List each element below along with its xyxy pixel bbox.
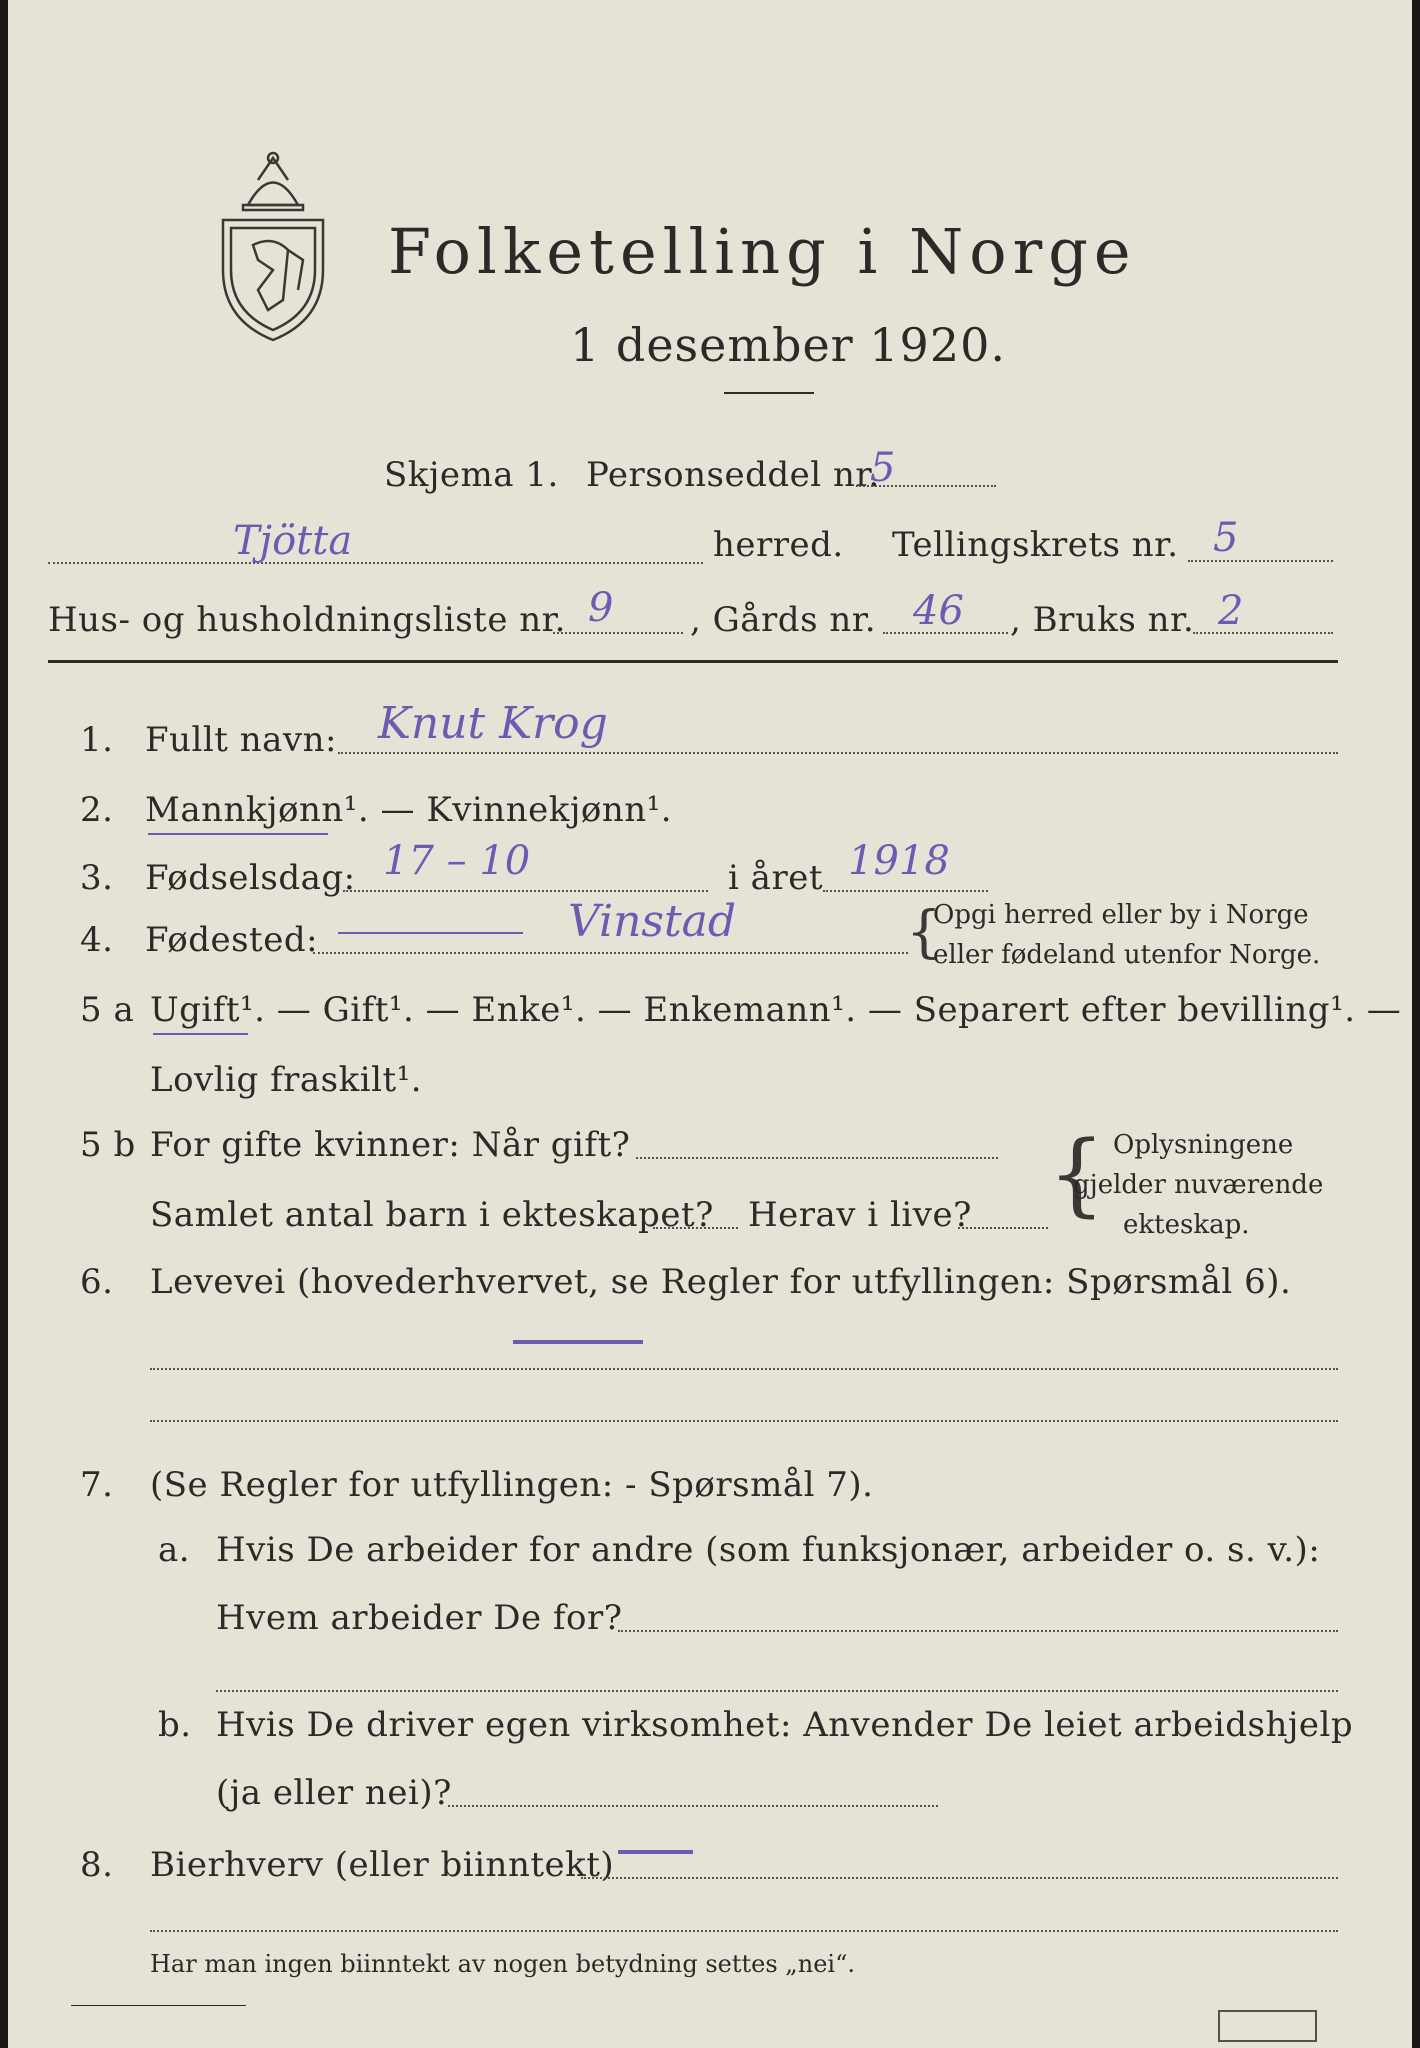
birthplace-value: Vinstad: [568, 896, 737, 947]
q5a-line1: Ugift¹. — Gift¹. — Enke¹. — Enkemann¹. — Separert efter bevilling¹. —: [150, 990, 1402, 1030]
q5b-label2: Samlet antal barn i ekteskapet?: [150, 1195, 714, 1235]
q8-dash-mark: [618, 1850, 693, 1854]
q5a-line2: Lovlig fraskilt¹.: [150, 1060, 423, 1100]
q7-label: (Se Regler for utfyllingen: - Spørsmål 7).: [150, 1465, 874, 1505]
q5b-label3: Herav i live?: [748, 1195, 972, 1235]
q4-brace: {: [906, 900, 942, 965]
q4-note-line1: Opgi herred eller by i Norge: [933, 900, 1309, 930]
q2-number: 2.: [80, 790, 114, 830]
q7a-letter: a.: [158, 1530, 191, 1570]
footnote-rule: [71, 2005, 246, 2006]
employer-field-line2[interactable]: [216, 1690, 1338, 1692]
birthyear-field[interactable]: [823, 890, 988, 892]
birthplace-field[interactable]: [313, 952, 908, 954]
q5b-note-line2: gjelder nuværende: [1073, 1170, 1324, 1200]
header-divider: [48, 660, 1338, 663]
q4-label: Fødested:: [145, 920, 319, 960]
employer-field-line1[interactable]: [618, 1630, 1338, 1632]
q4-note-line2: eller fødeland utenfor Norge.: [933, 940, 1321, 970]
printer-stamp: [1218, 2010, 1317, 2042]
bruks-label: , Bruks nr.: [1010, 600, 1195, 640]
occupation-field-line1[interactable]: [150, 1368, 1338, 1370]
q7b-label2: (ja eller nei)?: [216, 1773, 452, 1813]
q7-number: 7.: [80, 1465, 114, 1505]
side-income-field-line1[interactable]: [581, 1877, 1338, 1879]
q7a-label1: Hvis De arbeider for andre (som funksjonær, arbeider o. s. v.):: [216, 1530, 1321, 1570]
side-income-field-line2[interactable]: [150, 1930, 1338, 1932]
tellingskrets-field[interactable]: [1188, 560, 1333, 562]
q5b-note-line1: Oplysningene: [1113, 1130, 1294, 1160]
q1-label: Fullt navn:: [145, 720, 337, 760]
q5b-label1: For gifte kvinner: Når gift?: [150, 1125, 631, 1165]
q7a-label2: Hvem arbeider De for?: [216, 1598, 623, 1638]
q3-label: Fødselsdag:: [145, 858, 356, 898]
personseddel-label: Personseddel nr.: [586, 455, 880, 495]
census-form-sheet: [8, 0, 1412, 2048]
skjema-label: Skjema 1.: [384, 455, 559, 495]
q6-number: 6.: [80, 1262, 114, 1302]
tellingskrets-value: 5: [1213, 515, 1239, 561]
q2-label: Mannkjønn¹. — Kvinnekjønn¹.: [145, 790, 673, 830]
bruks-value: 2: [1218, 588, 1244, 634]
occupation-field-line2[interactable]: [150, 1420, 1338, 1422]
q5b-number: 5 b: [80, 1125, 136, 1165]
married-when-field[interactable]: [636, 1157, 998, 1159]
q2-underline-mark: [148, 833, 328, 835]
q5a-underline-mark: [153, 1033, 248, 1035]
coat-of-arms-icon: [213, 150, 333, 345]
q5a-number: 5 a: [80, 990, 135, 1030]
q8-label: Bierhverv (eller biinntekt): [150, 1845, 615, 1885]
children-count-field[interactable]: [653, 1227, 738, 1229]
q6-dash-mark: [513, 1340, 643, 1344]
birthdate-field[interactable]: [343, 890, 708, 892]
q5b-brace: {: [1048, 1122, 1106, 1227]
q7b-label1: Hvis De driver egen virksomhet: Anvender De leiet arbeidshjelp: [216, 1705, 1354, 1745]
hus-value: 9: [588, 585, 614, 631]
children-alive-field[interactable]: [958, 1227, 1048, 1229]
full-name-field[interactable]: [338, 752, 1338, 754]
herred-value: Tjötta: [233, 518, 353, 564]
birthyear-value: 1918: [848, 838, 950, 884]
q3-number: 3.: [80, 858, 114, 898]
census-date: 1 desember 1920.: [570, 318, 1006, 372]
title-divider: [724, 392, 814, 394]
herred-field[interactable]: [48, 562, 703, 564]
tellingskrets-label: Tellingskrets nr.: [892, 525, 1179, 565]
hus-label: Hus- og husholdningsliste nr.: [48, 600, 566, 640]
q6-label: Levevei (hovederhvervet, se Regler for utfyllingen: Spørsmål 6).: [150, 1262, 1292, 1302]
year-label: i året: [728, 858, 823, 898]
bruks-field[interactable]: [1193, 632, 1333, 634]
q8-number: 8.: [80, 1845, 114, 1885]
q5b-note-line3: ekteskap.: [1123, 1210, 1250, 1240]
birthdate-value: 17 – 10: [383, 838, 531, 884]
full-name-value: Knut Krog: [378, 698, 608, 749]
personseddel-value: 5: [870, 445, 896, 491]
birthplace-strikeout-mark: [338, 932, 523, 934]
hus-field[interactable]: [553, 632, 683, 634]
herred-label: herred.: [713, 525, 844, 565]
q1-number: 1.: [80, 720, 114, 760]
footer-note: Har man ingen biinntekt av nogen betydning settes „nei“.: [150, 1950, 855, 1978]
hired-help-field[interactable]: [448, 1805, 938, 1807]
gards-label: , Gårds nr.: [690, 600, 877, 640]
q4-number: 4.: [80, 920, 114, 960]
form-title: Folketelling i Norge: [388, 215, 1137, 288]
q7b-letter: b.: [158, 1705, 192, 1745]
gards-value: 46: [913, 588, 964, 634]
